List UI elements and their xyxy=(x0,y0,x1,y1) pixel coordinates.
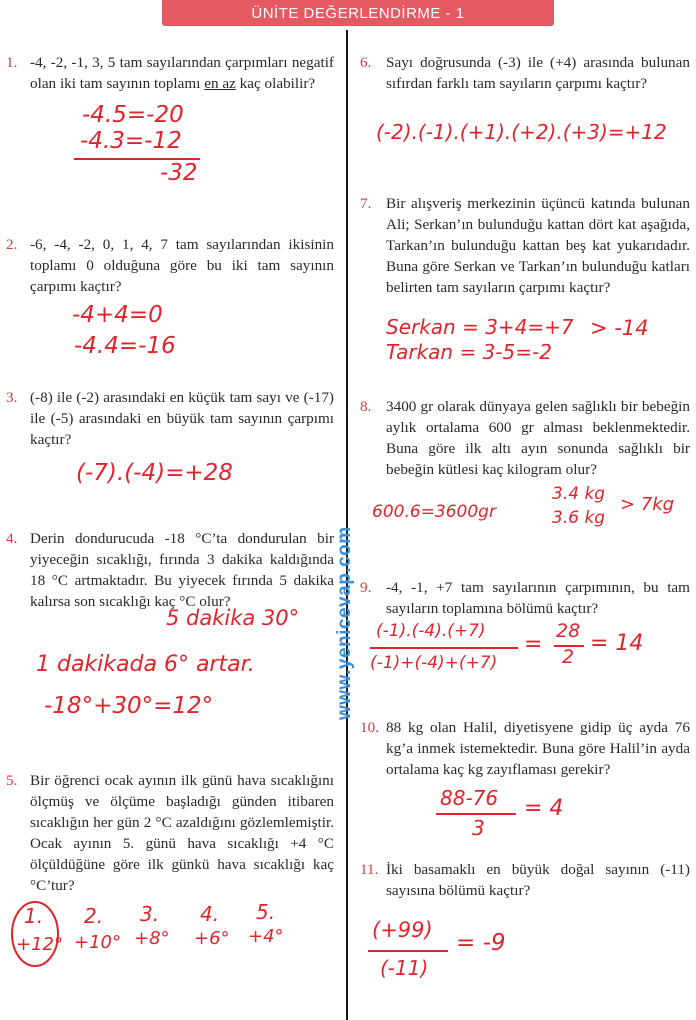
hw-q9-equals: = xyxy=(524,632,543,657)
question-11 xyxy=(360,859,690,901)
hw-q5-day1: 1. xyxy=(24,904,44,928)
hw-q7-line1: Serkan = 3+4=+7 xyxy=(386,315,574,339)
question-text: 88 kg olan Halil, diyetisyene gidip üç ayda 76 kg’a inmek istemektedir. Buna göre Halil’in ayda ortalama kaç kg zayıflaması gerekir? xyxy=(386,719,690,778)
hw-q1-result: -32 xyxy=(160,160,198,186)
hw-q9-frac-num: 28 xyxy=(556,620,581,642)
hw-q9-numerator: (-1).(-4).(+7) xyxy=(376,621,486,641)
question-6 xyxy=(360,52,690,94)
hw-q7-line2: Tarkan = 3-5=-2 xyxy=(386,340,552,364)
hw-q9-frac-den: 2 xyxy=(562,646,575,668)
unit-title-banner: ÜNİTE DEĞERLENDİRME - 1 xyxy=(162,0,554,26)
hw-q1-line1: -4.5=-20 xyxy=(82,102,184,128)
hw-q5-temp3: +8° xyxy=(134,928,170,949)
hw-q11-fraction-line xyxy=(368,950,448,952)
hw-q5-temp4: +6° xyxy=(194,928,230,949)
watermark-text: www.yenicevap.com xyxy=(334,526,355,720)
question-text: Bir öğrenci ocak ayının ilk günü hava sıcaklığını ölçmüş ve ölçüme başladığı günden itibaren sıcaklığın her gün 2 °C azaldığını gözlemlemiştir. Ocak ayının 5. günü hava sıcaklığı +4 °C ölçüldüğüne göre ilk günkü hava sıcaklığı kaç °C’tur? xyxy=(30,772,334,894)
question-number: 1. xyxy=(6,54,18,71)
hw-q6-line1: (-2).(-1).(+1).(+2).(+3)=+12 xyxy=(376,120,667,144)
hw-q8-line2: 3.4 kg xyxy=(552,484,606,504)
question-10 xyxy=(360,717,690,780)
hw-q10-fraction-line xyxy=(436,813,516,815)
hw-q4-line1: 5 dakika 30° xyxy=(166,606,300,630)
question-text: -6, -4, -2, 0, 1, 4, 7 tam sayılarından ikisinin toplamı 0 olduğuna göre bu iki tam sayının çarpımı kaçtır? xyxy=(30,236,334,295)
question-number: 11. xyxy=(360,861,379,878)
hw-q11-result: = -9 xyxy=(456,930,506,956)
hw-q10-result: = 4 xyxy=(524,796,564,821)
question-text: Bir alışveriş merkezinin üçüncü katında bulunan Ali; Serkan’ın bulunduğu kattan dört kat aşağıda, Tarkan’ın bulunduğu kattan beş kat yukarıdadır. Buna göre Serkan ve Tarkan’ın bulunduğu katları belirten tam sayıların çarpımı kaçtır? xyxy=(386,195,690,296)
hw-q5-temp1: +12° xyxy=(16,934,63,955)
emphasis-text: en az xyxy=(204,75,236,92)
hw-q8-line1: 600.6=3600gr xyxy=(372,502,496,522)
hw-q1-line2: -4.3=-12 xyxy=(80,128,182,154)
question-number: 2. xyxy=(6,236,18,253)
question-3 xyxy=(6,387,334,450)
hw-q5-temp2: +10° xyxy=(74,932,121,953)
hw-q2-line1: -4+4=0 xyxy=(72,302,163,328)
hw-q5-day5: 5. xyxy=(256,900,276,924)
question-7 xyxy=(360,193,690,298)
question-text: -4, -2, -1, 3, 5 tam sayılarından çarpımları negatif olan iki tam sayının toplamı en az kaç olabilir? xyxy=(30,54,334,92)
hw-q9-result: = 14 xyxy=(590,631,644,656)
question-number: 8. xyxy=(360,398,372,415)
hw-q7-result: > -14 xyxy=(590,316,649,340)
hw-q5-day4: 4. xyxy=(200,902,220,926)
question-number: 4. xyxy=(6,530,18,547)
question-number: 3. xyxy=(6,389,18,406)
question-number: 7. xyxy=(360,195,372,212)
question-2 xyxy=(6,234,334,297)
question-text: -4, -1, +7 tam sayılarının çarpımının, bu tam sayıların toplamına bölümü kaçtır? xyxy=(386,579,690,617)
hw-q11-denominator: (-11) xyxy=(380,956,429,980)
hw-q5-day3: 3. xyxy=(140,902,160,926)
hw-q5-day2: 2. xyxy=(84,904,104,928)
question-number: 6. xyxy=(360,54,372,71)
question-number: 9. xyxy=(360,579,372,596)
question-8 xyxy=(360,396,690,480)
hw-q10-numerator: 88-76 xyxy=(440,786,499,810)
question-text: (-8) ile (-2) arasındaki en küçük tam sayı ve (-17) ile (-5) arasındaki en büyük tam sayının çarpımı kaçtır? xyxy=(30,389,334,448)
question-text: 3400 gr olarak dünyaya gelen sağlıklı bir bebeğin aylık ortalama 600 gr alması beklenmektedir. Buna göre ilk altı ayın sonunda sağlıklı bir bebeğin kütlesi kaç kilogram olur? xyxy=(386,398,690,478)
question-5 xyxy=(6,770,334,896)
hw-q9-denominator: (-1)+(-4)+(+7) xyxy=(370,653,498,673)
question-4 xyxy=(6,528,334,612)
hw-q8-line3: 3.6 kg xyxy=(552,508,606,528)
hw-q3-line1: (-7).(-4)=+28 xyxy=(76,460,233,486)
hw-q10-denominator: 3 xyxy=(472,816,485,840)
hw-q4-line2: 1 dakikada 6° artar. xyxy=(36,652,255,677)
question-number: 5. xyxy=(6,772,18,789)
hw-q5-temp5: +4° xyxy=(248,926,284,947)
question-text: Derin dondurucuda -18 °C’ta dondurulan bir yiyeceğin sıcaklığı, fırında 3 dakika kaldığında 18 °C artmaktadır. Bu yiyecek fırında 5 dakika kalırsa son sıcaklığı kaç °C olur? xyxy=(30,530,334,610)
question-9 xyxy=(360,577,690,619)
hw-q4-line3: -18°+30°=12° xyxy=(44,693,214,719)
hw-q8-result: > 7kg xyxy=(620,494,675,515)
column-divider xyxy=(346,30,348,1020)
question-text: İki basamaklı en büyük doğal sayının (-11) sayısına bölümü kaçtır? xyxy=(386,861,690,899)
hw-q11-numerator: (+99) xyxy=(372,918,433,942)
question-text: Sayı doğrusunda (-3) ile (+4) arasında bulunan sıfırdan farklı tam sayıların çarpımı kaçtır? xyxy=(386,54,690,92)
question-1 xyxy=(6,52,334,94)
hw-q9-fraction-line xyxy=(370,647,518,649)
hw-q2-line2: -4.4=-16 xyxy=(74,333,176,359)
question-number: 10. xyxy=(360,719,379,736)
